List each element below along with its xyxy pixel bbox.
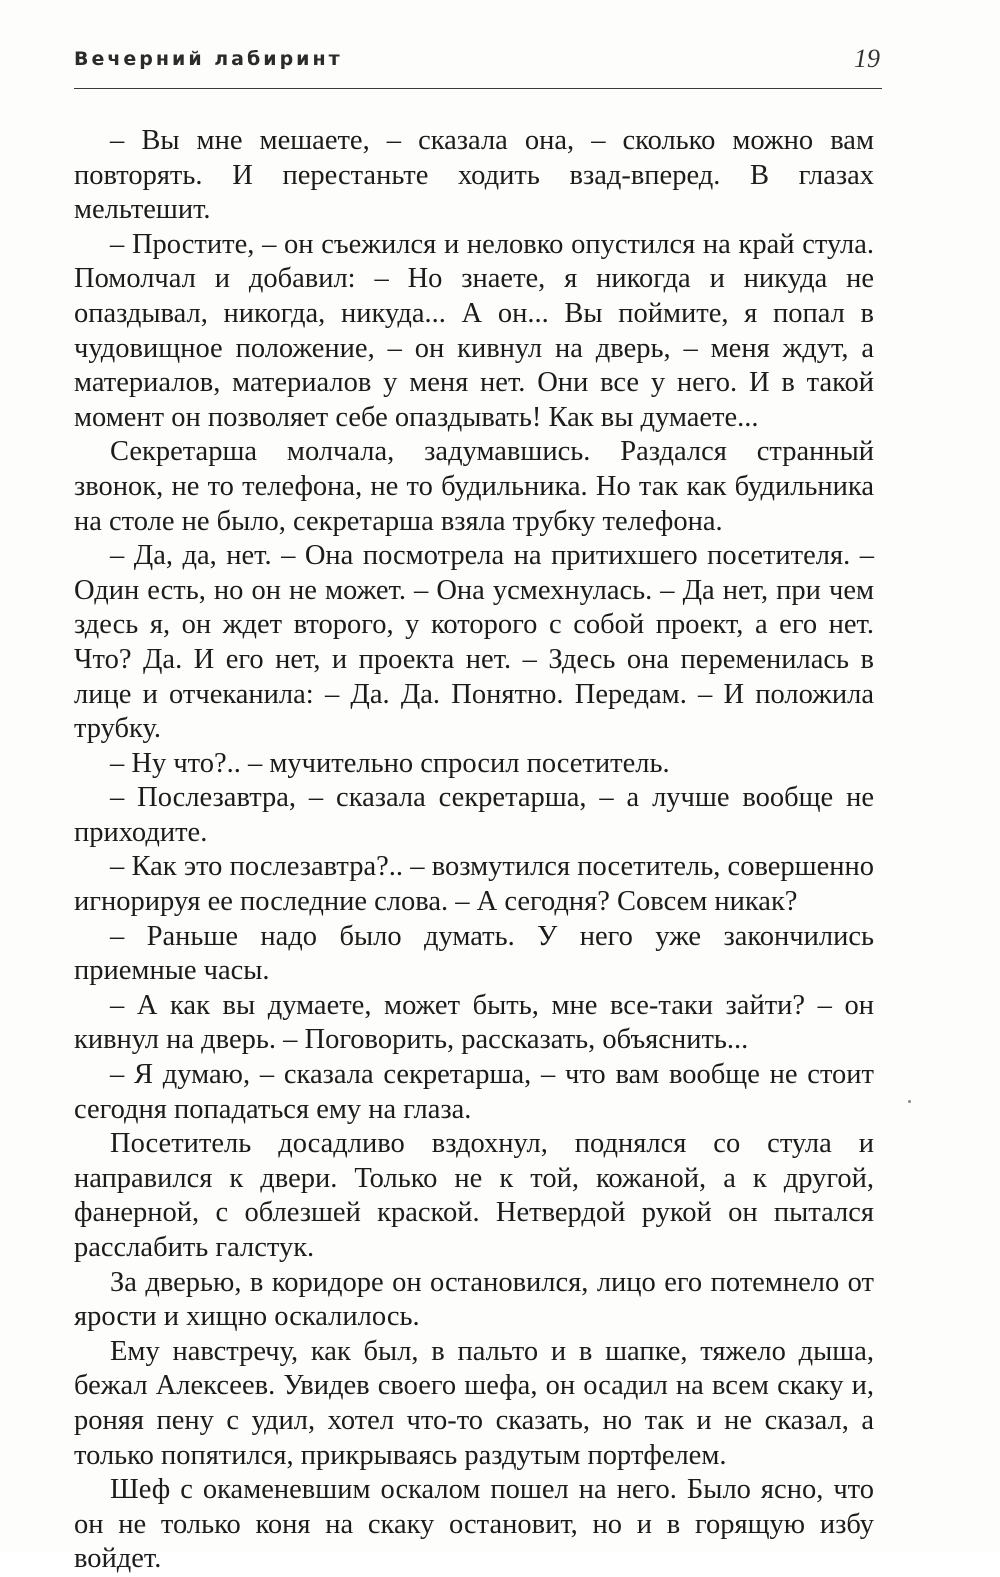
paragraph: Посетитель досадливо вздохнул, поднялся со стула и направился к двери. Только не к той, кожаной, а к другой, фанерной, с облезшей краской. Нетвердой рукой он пытался расслабить галстук. bbox=[74, 1128, 874, 1263]
paragraph: За дверью, в коридоре он остановился, лицо его потемнело от ярости и хищно оскалилось. bbox=[74, 1266, 874, 1333]
body-text bbox=[74, 124, 874, 1577]
paragraph: – Как это послезавтра?.. – возмутился посетитель, совершенно игнорируя ее последние слова. – А сегодня? Совсем никак? bbox=[74, 851, 874, 918]
paragraph: – Ну что?.. – мучительно спросил посетитель. bbox=[110, 747, 670, 779]
paragraph: – Простите, – он съежился и неловко опустился на край стула. Помолчал и добавил: – Но знаете, я никогда и никуда не опаздывал, никогда, никуда... А он... Вы поймите, я попал в чудовищное положение, – он кивнул на дверь, – меня ждут, а материалов, материалов у меня нет. Они все у него. И в такой момент он позволяет себе опаздывать! Как вы думаете... bbox=[74, 228, 874, 433]
paragraph: Ему навстречу, как был, в пальто и в шапке, тяжело дыша, бежал Алексеев. Увидев своего шефа, он осадил на всем скаку и, роняя пену с удил, хотел что-то сказать, но так и не сказал, а только попятился, прикрываясь раздутым портфелем. bbox=[74, 1335, 874, 1471]
paragraph: – Раньше надо было думать. У него уже закончились приемные часы. bbox=[74, 920, 874, 987]
header-rule bbox=[74, 88, 882, 89]
scan-speck bbox=[908, 1100, 911, 1103]
paragraph: – Да, да, нет. – Она посмотрела на притихшего посетителя. – Один есть, но он не может. – Она усмехнулась. – Да нет, при чем здесь я, он ждет второго, у которого с собой проект, а его нет. Что? Да. И его нет, и проекта нет. – Здесь она переменилась в лице и отчеканила: – Да. Да. Понятно. Передам. – И положила трубку. bbox=[74, 540, 874, 745]
running-header-title: Вечерний лабиринт bbox=[74, 48, 343, 70]
paragraph: Секретарша молчала, задумавшись. Раздался странный звонок, не то телефона, не то будильника. Но так как будильника на столе не было, секретарша взяла трубку телефона. bbox=[74, 436, 874, 537]
paragraph: – Я думаю, – сказала секретарша, – что вам вообще не стоит сегодня попадаться ему на глаза. bbox=[74, 1059, 874, 1125]
paragraph: – Вы мне мешаете, – сказала она, – сколько можно вам повторять. И перестаньте ходить взад-вперед. В глазах мельтешит. bbox=[74, 125, 874, 226]
running-header bbox=[74, 44, 882, 84]
paragraph: Шеф с окаменевшим оскалом пошел на него. Было ясно, что он не только коня на скаку остановит, но и в горящую избу войдет. bbox=[74, 1474, 874, 1575]
paragraph: – А как вы думаете, может быть, мне все-таки зайти? – он кивнул на дверь. – Поговорить, рассказать, объяснить... bbox=[74, 989, 874, 1056]
paragraph: – Послезавтра, – сказала секретарша, – а лучше вообще не приходите. bbox=[74, 782, 874, 848]
page-number: 19 bbox=[854, 44, 880, 73]
